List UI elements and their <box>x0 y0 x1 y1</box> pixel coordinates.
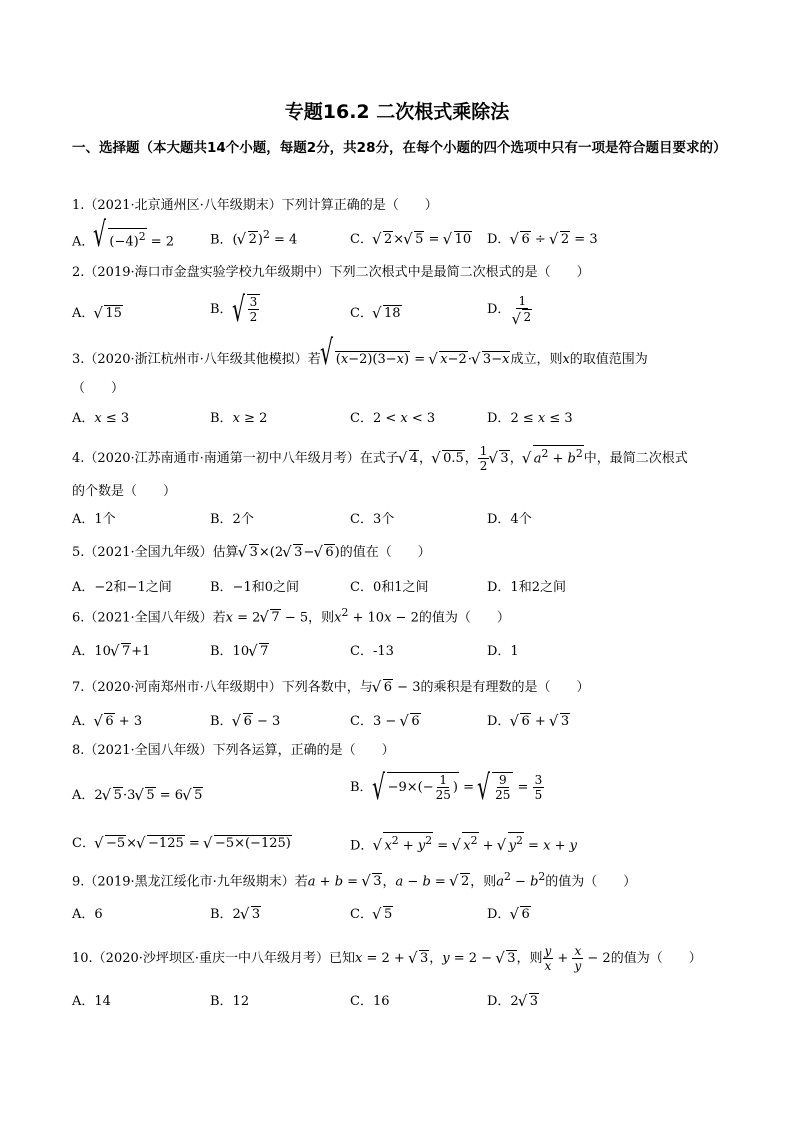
question-6: 6.（2021·全国八年级）若x = 2√ 7 − 5，则$x^2 + 10x - 2$的值为（ ） <box>72 606 732 625</box>
option-4a: A．1个 <box>72 512 116 527</box>
option-7a: A．√ 6 + 3 <box>72 710 142 729</box>
option-1a: A．√ $(-4)^2 = 2$ <box>72 228 174 249</box>
option-1c: C．√ 2×√ 5 = √ 10 <box>350 228 472 247</box>
option-10c: C．16 <box>350 994 390 1009</box>
option-10d: D．2√ 3 <box>487 990 539 1009</box>
option-6d: D．1 <box>487 644 519 659</box>
option-1d: D．√ 6 ÷ √ 2 = 3 <box>487 228 598 247</box>
question-4-line2 <box>72 480 732 499</box>
option-9a: A．6 <box>72 907 103 922</box>
question-1 <box>72 194 732 213</box>
option-4c: C．3个 <box>350 512 395 527</box>
option-2c: C．√ 18 <box>350 302 402 321</box>
question-stem: 5.（2021·全国九年级）估算 <box>72 545 239 560</box>
question-stem-end: 的取值范围为 <box>569 352 648 367</box>
question-stem: 9.（2019·黑龙江绥化市·九年级期末）若 <box>72 874 308 890</box>
option-2d: D． 1 √ 2 <box>487 294 534 325</box>
option-letter: D． <box>487 411 511 426</box>
question-stem: 10.（2020·沙坪坝区·重庆一中八年级月考）已知 <box>72 951 356 966</box>
question-stem-cont: ，则 <box>470 874 497 890</box>
option-3a: A．x ≤ 3 <box>72 411 130 426</box>
option-9b: B．2√ 3 <box>210 903 261 922</box>
option-4b: B．2个 <box>210 512 254 527</box>
option-6a: A．10√ 7+1 <box>72 640 150 659</box>
question-stem-end: 的值为（ ） <box>418 610 510 626</box>
option-6c: C．-13 <box>350 644 394 659</box>
option-5d: D．1和2之间 <box>487 580 566 595</box>
question-stem-end: 的值为（ ） <box>545 874 637 890</box>
option-4d: D．4个 <box>487 512 532 527</box>
question-stem: 4.（2020·江苏南通市·南通第一初中八年级月考）在式子 <box>72 451 399 466</box>
option-5a: A．−2和−1之间 <box>72 580 172 595</box>
question-stem-cont: ，则 <box>516 951 543 966</box>
option-6b: B．10√ 7 <box>210 640 269 659</box>
question-stem-end: 的乘积是有理数的是（ ） <box>420 680 590 695</box>
question-stem-cont: 成立，则 <box>510 352 563 367</box>
option-5c: C．0和1之间 <box>350 580 429 595</box>
question-stem-end: 的个数是（ ） <box>72 484 177 499</box>
option-5b: B．−1和0之间 <box>210 580 299 595</box>
question-stem: 8.（2021·全国八年级）下列各运算，正确的是（ ） <box>72 743 395 758</box>
option-10a: A．14 <box>72 994 111 1009</box>
question-stem-cont: 中，最简二次根式 <box>583 451 688 466</box>
option-8b: B．√ −9×(− $\frac{1}{25}$ ) = √ $\frac{9}{25}$ = $\frac{3}{5}$ <box>350 772 544 802</box>
option-letter: A． <box>72 411 95 426</box>
question-stem: 2.（2019·海口市金盘实验学校九年级期中）下列二次根式中是最简二次根式的是（ ） <box>72 265 590 280</box>
option-8a: A．2√ 5·3√ 5 = 6√ 5 <box>72 784 203 803</box>
option-3d: D．2 ≤ x ≤ 3 <box>487 411 573 426</box>
option-2a: A．√ 15 <box>72 302 123 321</box>
question-stem: 7.（2020·河南郑州市·八年级期中）下列各数中，与 <box>72 680 373 695</box>
question-stem-end: 的值为（ ） <box>610 951 702 966</box>
option-9c: C．√ 5 <box>350 903 393 922</box>
question-stem: 6.（2021·全国八年级）若 <box>72 610 226 626</box>
question-stem: 1.（2021·北京通州区·八年级期末）下列计算正确的是（ ） <box>72 198 438 213</box>
option-1b: B．(√ 2)$^2$ = 4 <box>210 228 297 247</box>
page-title: 专题16.2 二次根式乘除法 <box>284 101 510 123</box>
option-letter: C． <box>350 411 373 426</box>
question-7: 7.（2020·河南郑州市·八年级期中）下列各数中，与√ 6 − 3的乘积是有理数的是（ ） <box>72 676 732 695</box>
question-4: 4.（2020·江苏南通市·南通第一初中八年级月考）在式子√ 4，√ 0.5， $\frac{1}{2}$ √ 3，√ $a^2 + b^2$中，最简二次根式 <box>72 444 732 473</box>
question-9: 9.（2019·黑龙江绥化市·九年级期末）若a + b = √ 3，a − b = √ 2，则$a^2 - b^2$的值为（ ） <box>72 870 732 889</box>
answer-blank: （ ） <box>72 381 125 396</box>
option-2b: B． √ $\frac{3}{2}$ <box>210 294 260 324</box>
question-3-blank <box>72 377 732 396</box>
option-10b: B．12 <box>210 994 250 1009</box>
question-10: 10.（2020·沙坪坝区·重庆一中八年级月考）已知x = 2 + √ 3，y = 2 − √ 3，则 $\frac{y}{x}$ + $\frac{x}{y}$ − 2的值为（ ） <box>72 944 732 973</box>
option-8c: C．√ −5×√ −125 = √ −5×(−125) <box>72 832 292 851</box>
option-7d: D．√ 6 + √ 3 <box>487 710 570 729</box>
option-3b: B．x ≥ 2 <box>210 411 268 426</box>
option-8d: D．√ $x^2 + y^2$ = √ $x^2$ + √ $y^2 = x + y$ <box>350 832 577 853</box>
question-3: 3.（2020·浙江杭州市·八年级其他模拟）若√ (x−2)(3−x) = √ x−2·√ 3−x成立，则x的取值范围为 <box>72 348 732 367</box>
question-stem-cont: ，则 <box>308 610 335 626</box>
option-9d: D．√ 6 <box>487 903 531 922</box>
option-letter: B． <box>210 411 233 426</box>
section-heading: 一、选择题（本大题共14个小题，每题2分，共28分，在每个小题的四个选项中只有一项是符合题目要求的） <box>72 140 727 156</box>
option-7b: B．√ 6 − 3 <box>210 710 280 729</box>
option-3c: C．2 < x < 3 <box>350 411 436 426</box>
question-5: 5.（2021·全国九年级）估算√ 3×(2√ 3−√ 6)的值在（ ） <box>72 541 732 560</box>
option-7c: C．3 − √ 6 <box>350 710 421 729</box>
question-2 <box>72 261 732 280</box>
question-stem-end: 的值在（ ） <box>339 545 431 560</box>
question-8 <box>72 739 732 758</box>
question-stem: 3.（2020·浙江杭州市·八年级其他模拟）若 <box>72 352 321 367</box>
